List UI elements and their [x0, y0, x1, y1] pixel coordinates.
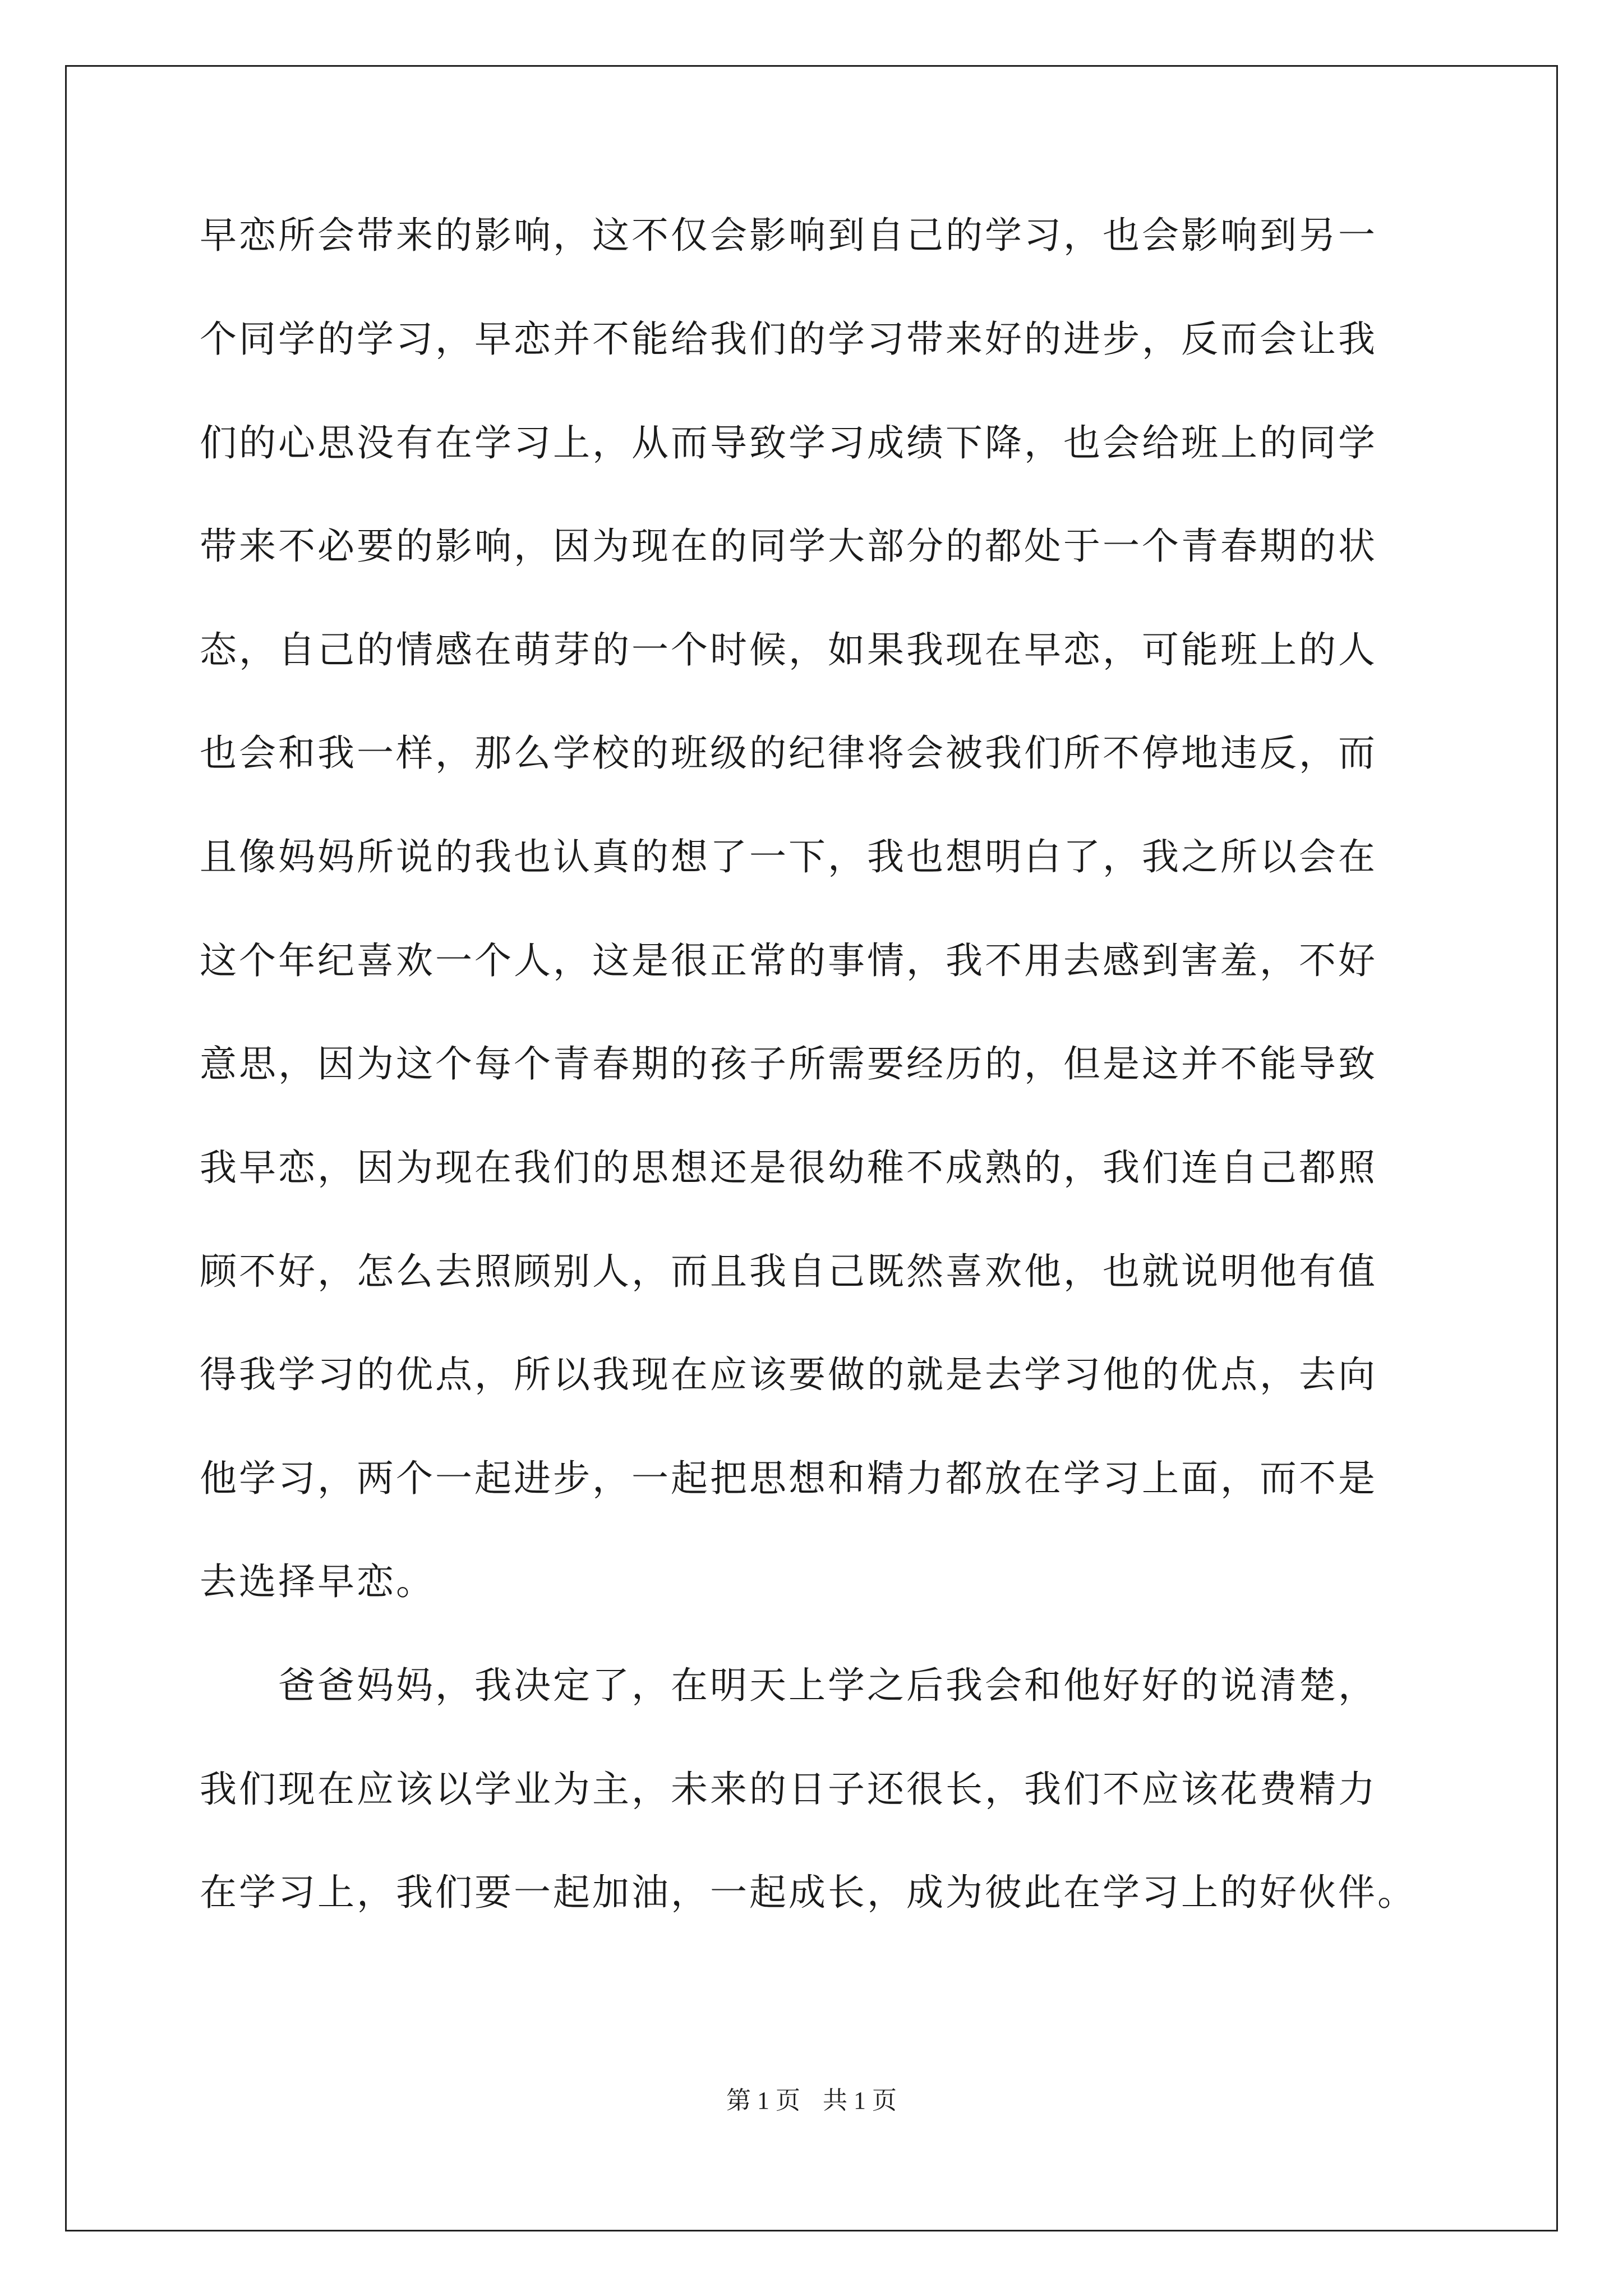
paragraph-line: 顾不好，怎么去照顾别人，而且我自己既然喜欢他，也就说明他有值 — [200, 1250, 1377, 1293]
page-footer — [0, 2084, 1623, 2118]
paragraph-line: 得我学习的优点，所以我现在应该要做的就是去学习他的优点，去向 — [200, 1353, 1377, 1396]
paragraph-line: 我们现在应该以学业为主，未来的日子还很长，我们不应该花费精力 — [200, 1768, 1377, 1811]
page-number-current: 第 1 页 — [726, 2087, 800, 2114]
paragraph-line: 带来不必要的影响，因为现在的同学大部分的都处于一个青春期的状 — [200, 524, 1377, 568]
page-number-total: 共 1 页 — [823, 2087, 897, 2114]
paragraph-line: 在学习上，我们要一起加油，一起成长，成为彼此在学习上的好伙伴。 — [200, 1871, 1417, 1914]
paragraph-line: 们的心思没有在学习上，从而导致学习成绩下降，也会给班上的同学 — [200, 421, 1377, 464]
paragraph-line: 也会和我一样，那么学校的班级的纪律将会被我们所不停地违反，而 — [200, 731, 1377, 775]
paragraph-line: 去选择早恋。 — [200, 1560, 435, 1603]
paragraph-line: 这个年纪喜欢一个人，这是很正常的事情，我不用去感到害羞，不好 — [200, 939, 1377, 982]
paragraph-line: 我早恋，因为现在我们的思想还是很幼稚不成熟的，我们连自己都照 — [200, 1146, 1377, 1189]
paragraph-line: 且像妈妈所说的我也认真的想了一下，我也想明白了，我之所以会在 — [200, 835, 1377, 878]
paragraph-line: 爸爸妈妈，我决定了，在明天上学之后我会和他好好的说清楚， — [278, 1664, 1377, 1707]
paragraph-line: 意思，因为这个每个青春期的孩子所需要经历的，但是这并不能导致 — [200, 1042, 1377, 1085]
paragraph-line: 早恋所会带来的影响，这不仅会影响到自己的学习，也会影响到另一 — [200, 214, 1377, 257]
paragraph-line: 态，自己的情感在萌芽的一个时候，如果我现在早恋，可能班上的人 — [200, 628, 1377, 671]
paragraph-line: 他学习，两个一起进步，一起把思想和精力都放在学习上面，而不是 — [200, 1457, 1377, 1500]
paragraph-line: 个同学的学习，早恋并不能给我们的学习带来好的进步，反而会让我 — [200, 318, 1377, 361]
